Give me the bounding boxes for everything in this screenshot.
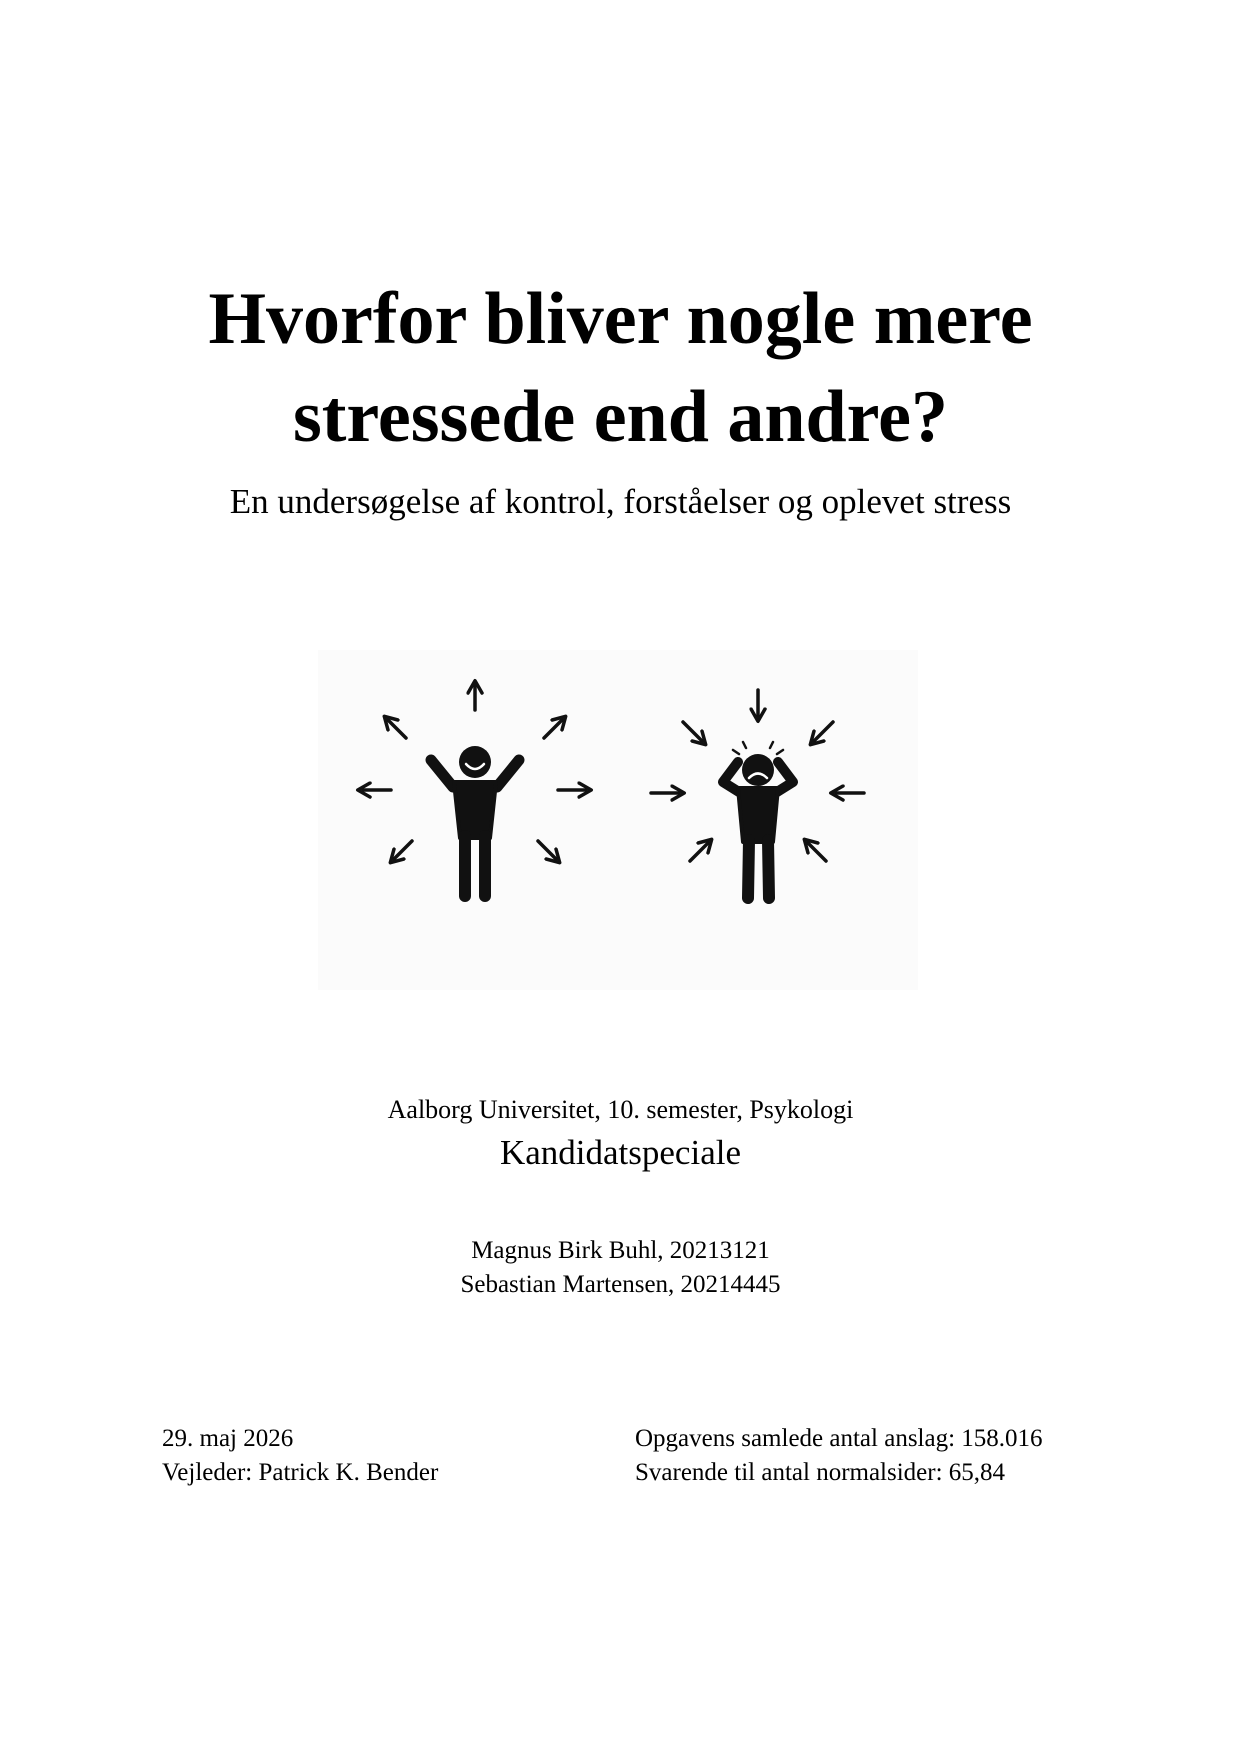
character-count: Opgavens samlede antal anslag: 158.016 (635, 1425, 1043, 1452)
normal-pages: Svarende til antal normalsider: 65,84 (635, 1459, 1006, 1486)
title-line-2: stressede end andre? (292, 376, 949, 458)
page-title (0, 270, 1241, 466)
institution: Aalborg Universitet, 10. semester, Psykologi (387, 1095, 854, 1124)
page-subtitle: En undersøgelse af kontrol, forståelser og oplevet stress (229, 482, 1012, 521)
length-info-block (635, 1422, 1195, 1490)
author-list (0, 1234, 1241, 1302)
relaxed-person-icon (363, 686, 586, 896)
author: Sebastian Martensen, 20214445 (460, 1271, 781, 1298)
thesis-type: Kandidatspeciale (499, 1133, 741, 1172)
date-supervisor-block (162, 1422, 622, 1490)
author: Magnus Birk Buhl, 20213121 (471, 1237, 770, 1264)
submission-date: 29. maj 2026 (162, 1425, 294, 1452)
title-line-1: Hvorfor bliver nogle mere (208, 278, 1033, 360)
stressed-person-icon (651, 690, 864, 898)
cover-illustration (318, 650, 918, 990)
supervisor: Vejleder: Patrick K. Bender (162, 1459, 439, 1486)
